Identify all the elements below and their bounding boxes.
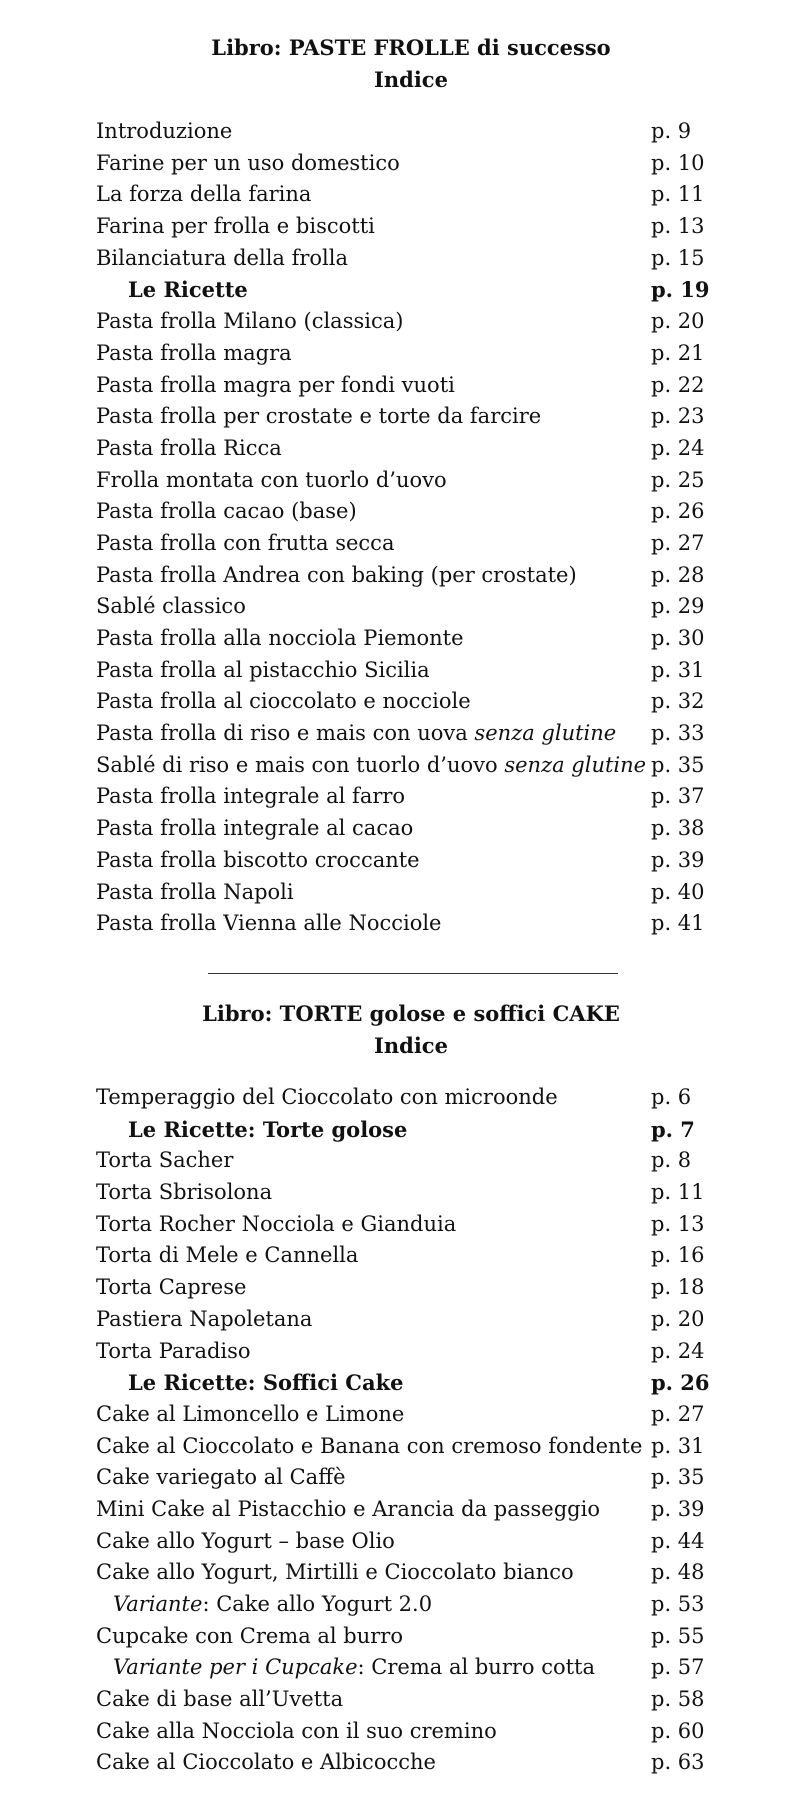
- book-index-torte-cake: [0, 998, 800, 1779]
- toc-entry-page: p. 55: [651, 1623, 705, 1648]
- table-of-contents: [0, 1082, 800, 1779]
- toc-entry-label: Farine per un uso domestico: [96, 150, 400, 175]
- toc-entry-label: Cupcake con Crema al burro: [96, 1623, 403, 1648]
- toc-entry: [0, 1621, 800, 1653]
- toc-entry-label: Torta Sbrisolona: [96, 1180, 273, 1205]
- toc-entry: [0, 1272, 800, 1304]
- toc-variant-entry: [0, 1589, 800, 1621]
- toc-entry-label: Introduzione: [96, 119, 233, 143]
- toc-entry: [0, 1145, 800, 1177]
- toc-entry-label: Cake al Cioccolato e Albicocche: [96, 1750, 436, 1775]
- toc-entry: [0, 243, 800, 275]
- toc-entry-page: p. 13: [651, 1211, 705, 1236]
- toc-entry-page: p. 39: [651, 1496, 705, 1521]
- toc-entry-page: p. 22: [651, 372, 705, 397]
- toc-entry-label: Farina per frolla e biscotti: [96, 214, 375, 239]
- toc-entry: [0, 1526, 800, 1558]
- toc-entry: [0, 370, 800, 402]
- toc-entry: [0, 179, 800, 211]
- toc-entry-page: p. 48: [651, 1560, 705, 1585]
- toc-entry: [0, 877, 800, 909]
- toc-variant-entry: [0, 1652, 800, 1684]
- toc-entry: [0, 1304, 800, 1336]
- toc-entry-page: p. 33: [651, 721, 705, 746]
- index-heading: Indice: [374, 67, 448, 92]
- toc-entry: [0, 623, 800, 655]
- toc-entry-label: [113, 1652, 595, 1684]
- toc-entry-label: Pasta frolla Napoli: [96, 879, 294, 904]
- toc-entry: [0, 433, 800, 465]
- toc-entry: [0, 465, 800, 497]
- toc-entry-label: Pasta frolla biscotto croccante: [96, 847, 420, 872]
- toc-entry-page: p. 11: [651, 1180, 705, 1205]
- toc-entry: [0, 1431, 800, 1463]
- toc-entry-label: Torta di Mele e Cannella: [96, 1243, 359, 1268]
- toc-entry-page: p. 28: [651, 562, 705, 587]
- toc-entry: [0, 1399, 800, 1431]
- toc-entry: [0, 686, 800, 718]
- toc-section-page: p. 19: [651, 277, 710, 303]
- toc-entry-label: [113, 1589, 432, 1621]
- toc-entry-page: p. 35: [651, 752, 705, 777]
- toc-entry-page: p. 35: [651, 1465, 705, 1490]
- toc-entry-page: p. 38: [651, 816, 705, 841]
- toc-entry-label: Pasta frolla magra: [96, 340, 292, 365]
- toc-entry-page: p. 40: [651, 879, 705, 904]
- toc-entry-label-main: : Crema al burro cotta: [357, 1655, 596, 1680]
- toc-section-label: Le Ricette: Soffici Cake: [128, 1370, 404, 1396]
- toc-entry-page: p. 6: [651, 1085, 692, 1109]
- toc-entry: [0, 338, 800, 370]
- toc-entry-label-main: : Cake allo Yogurt 2.0: [202, 1592, 433, 1616]
- toc-entry-label: Torta Paradiso: [96, 1338, 251, 1363]
- table-of-contents: [0, 116, 800, 940]
- toc-entry-label: Cake di base all’Uvetta: [96, 1687, 344, 1712]
- toc-entry-page: p. 24: [651, 435, 705, 460]
- toc-entry-label: Pasta frolla con frutta secca: [96, 530, 395, 555]
- toc-entry-label: Pastiera Napoletana: [96, 1306, 313, 1331]
- toc-entry: [0, 591, 800, 623]
- toc-section-heading: [0, 1367, 800, 1399]
- toc-entry-page: p. 27: [651, 530, 705, 555]
- toc-entry: [0, 908, 800, 940]
- section-divider: [208, 973, 618, 974]
- toc-entry-page: p. 63: [651, 1750, 705, 1775]
- toc-entry-label: Cake allo Yogurt, Mirtilli e Cioccolato bianco: [96, 1560, 574, 1585]
- toc-entry-page: p. 29: [651, 594, 705, 619]
- toc-entry: [0, 1209, 800, 1241]
- toc-entry-page: p. 21: [651, 340, 705, 365]
- toc-entry: [0, 1716, 800, 1748]
- toc-entry-label: Bilanciatura della frolla: [96, 245, 349, 270]
- toc-entry: [0, 750, 800, 782]
- toc-entry-label: Pasta frolla per crostate e torte da farcire: [96, 404, 542, 429]
- toc-entry-label: [96, 750, 646, 782]
- toc-entry: [0, 1082, 800, 1114]
- toc-entry-label-note: senza glutine: [474, 721, 617, 746]
- toc-entry: [0, 718, 800, 750]
- toc-entry-label: Torta Caprese: [96, 1275, 247, 1300]
- toc-entry-label: Cake al Limoncello e Limone: [96, 1401, 405, 1426]
- toc-entry-label: Frolla montata con tuorlo d’uovo: [96, 467, 447, 492]
- toc-entry: [0, 813, 800, 845]
- toc-entry-label: Pasta frolla Vienna alle Nocciole: [96, 911, 442, 936]
- toc-entry-page: p. 15: [651, 245, 705, 270]
- toc-entry-label: Pasta frolla al cioccolato e nocciole: [96, 689, 471, 714]
- toc-entry-label: Pasta frolla al pistacchio Sicilia: [96, 657, 430, 682]
- toc-entry-label: Cake alla Nocciola con il suo cremino: [96, 1718, 497, 1743]
- toc-entry-label: [96, 718, 616, 750]
- toc-entry-page: p. 41: [651, 911, 705, 936]
- toc-entry-page: p. 8: [651, 1148, 692, 1173]
- toc-entry-page: p. 57: [651, 1655, 705, 1680]
- toc-variant-tag: Variante: [113, 1592, 203, 1616]
- toc-entry-page: p. 20: [651, 309, 705, 334]
- toc-entry: [0, 1557, 800, 1589]
- toc-entry-label: Torta Rocher Nocciola e Gianduia: [96, 1211, 457, 1236]
- toc-entry-page: p. 10: [651, 150, 705, 175]
- toc-entry: [0, 1494, 800, 1526]
- toc-entry-label-main: Sablé di riso e mais con tuorlo d’uovo: [96, 752, 505, 777]
- toc-entry-label-main: Pasta frolla di riso e mais con uova: [96, 721, 475, 746]
- toc-section-label: Le Ricette: [128, 277, 248, 303]
- toc-entry-label: Sablé classico: [96, 594, 246, 619]
- toc-entry-page: p. 18: [651, 1275, 705, 1300]
- toc-entry-page: p. 44: [651, 1528, 705, 1553]
- toc-entry-page: p. 37: [651, 784, 705, 809]
- book-index-paste-frolle: [0, 32, 800, 940]
- toc-section-page: p. 26: [651, 1370, 710, 1396]
- toc-entry-page: p. 31: [651, 1433, 705, 1458]
- toc-entry-label: Cake al Cioccolato e Banana con cremoso fondente: [96, 1433, 643, 1458]
- toc-entry: [0, 560, 800, 592]
- toc-entry-label: Pasta frolla magra per fondi vuoti: [96, 372, 455, 397]
- toc-entry-page: p. 39: [651, 847, 705, 872]
- toc-entry-label: Pasta frolla Ricca: [96, 435, 282, 460]
- toc-entry-page: p. 25: [651, 467, 705, 492]
- toc-entry: [0, 528, 800, 560]
- toc-entry: [0, 211, 800, 243]
- toc-entry: [0, 1177, 800, 1209]
- toc-entry-label: Pasta frolla cacao (base): [96, 499, 357, 524]
- toc-entry-label: Pasta frolla Andrea con baking (per crostate): [96, 562, 577, 587]
- toc-entry-page: p. 13: [651, 214, 705, 239]
- toc-entry-label: Pasta frolla Milano (classica): [96, 309, 404, 334]
- toc-entry-label: Mini Cake al Pistacchio e Arancia da passeggio: [96, 1496, 600, 1521]
- toc-section-page: p. 7: [651, 1116, 695, 1142]
- toc-entry-label: Pasta frolla integrale al farro: [96, 784, 406, 809]
- book-title: Libro: TORTE golose e soffici CAKE: [202, 1001, 620, 1026]
- toc-entry-page: p. 16: [651, 1243, 705, 1268]
- toc-variant-tag: Variante per i Cupcake: [113, 1655, 358, 1680]
- toc-entry-page: p. 9: [651, 119, 692, 143]
- toc-entry-label: Torta Sacher: [96, 1148, 234, 1173]
- toc-entry-page: p. 58: [651, 1687, 705, 1712]
- toc-entry-page: p. 31: [651, 657, 705, 682]
- toc-entry-label: Pasta frolla integrale al cacao: [96, 816, 414, 841]
- index-heading: Indice: [374, 1033, 448, 1058]
- toc-entry: [0, 1336, 800, 1368]
- toc-entry-page: p. 32: [651, 689, 705, 714]
- toc-entry: [0, 116, 800, 148]
- toc-entry-page: p. 27: [651, 1401, 705, 1426]
- toc-entry: [0, 1462, 800, 1494]
- toc-entry: [0, 845, 800, 877]
- toc-entry: [0, 1747, 800, 1779]
- toc-entry-page: p. 23: [651, 404, 705, 429]
- toc-entry-page: p. 24: [651, 1338, 705, 1363]
- toc-entry: [0, 496, 800, 528]
- toc-entry-label: Cake variegato al Caffè: [96, 1465, 346, 1490]
- toc-entry-label-note: senza glutine: [504, 752, 647, 777]
- toc-entry: [0, 1684, 800, 1716]
- toc-entry: [0, 401, 800, 433]
- toc-entry-page: p. 30: [651, 626, 705, 650]
- toc-entry: [0, 781, 800, 813]
- toc-entry: [0, 148, 800, 180]
- book-title: Libro: PASTE FROLLE di successo: [211, 35, 611, 60]
- toc-entry-page: p. 53: [651, 1592, 705, 1616]
- toc-entry-label: Temperaggio del Cioccolato con microonde: [96, 1085, 558, 1109]
- toc-entry: [0, 306, 800, 338]
- toc-entry-label: Pasta frolla alla nocciola Piemonte: [96, 626, 464, 650]
- toc-entry-label: Cake allo Yogurt – base Olio: [96, 1528, 395, 1553]
- toc-section-label: Le Ricette: Torte golose: [128, 1116, 408, 1142]
- toc-entry-page: p. 60: [651, 1718, 705, 1743]
- toc-section-heading: [0, 1114, 800, 1146]
- toc-entry-label: La forza della farina: [96, 182, 312, 207]
- toc-entry: [0, 1240, 800, 1272]
- toc-section-heading: [0, 274, 800, 306]
- toc-entry-page: p. 11: [651, 182, 705, 207]
- toc-entry-page: p. 20: [651, 1306, 705, 1331]
- toc-entry: [0, 655, 800, 687]
- toc-entry-page: p. 26: [651, 499, 705, 524]
